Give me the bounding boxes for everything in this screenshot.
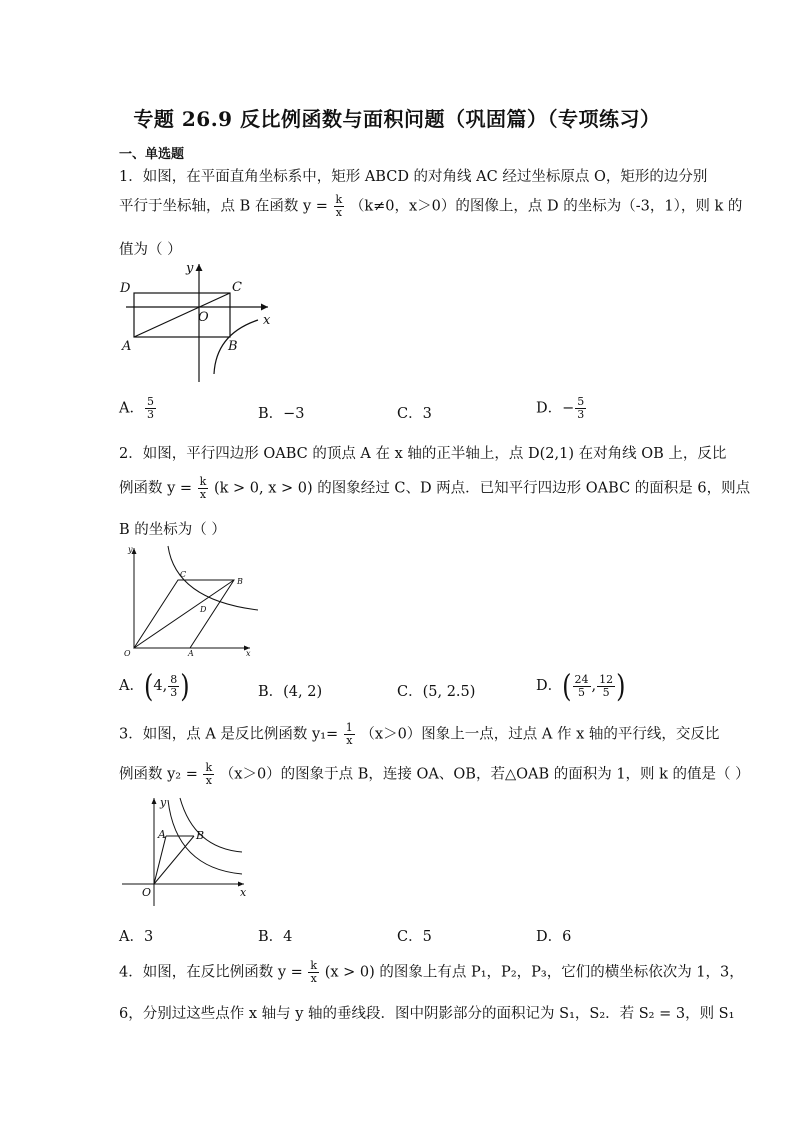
q1-line-1: 1．如图，在平面直角坐标系中，矩形 ABCD 的对角线 AC 经过坐标原点 O，矩形的边分别 — [119, 169, 708, 185]
label-o: O — [198, 310, 209, 325]
fraction-k-over-x: $\frac{k}{x}$ — [310, 959, 318, 985]
label-d: D — [120, 281, 131, 296]
q4-line-1-start: 4．如图，在反比例函数 y = — [119, 964, 303, 981]
q3-figure — [118, 790, 258, 910]
q4-line-1 — [119, 960, 744, 985]
label-d: D — [200, 605, 207, 614]
q1-line-3: 值为（ ） — [119, 242, 182, 258]
fraction-k-over-x: $\frac{k}{x}$ — [205, 761, 213, 787]
q1-option-b[interactable]: B．−3 — [258, 406, 305, 422]
q1-line-2-end: （k≠0，x＞0）的图像上，点 D 的坐标为（-3，1），则 k 的 — [349, 198, 743, 215]
hyperbola-y1 — [168, 800, 242, 874]
q1-option-c[interactable]: C．3 — [397, 406, 432, 422]
q1-line-2-start: 平行于坐标轴，点 B 在函数 y = — [119, 198, 328, 215]
fraction-k-over-x: $\frac{k}{x}$ — [335, 193, 343, 219]
label-y: y — [128, 545, 133, 554]
q3-line-2-start: 例函数 y₂ = — [119, 766, 198, 783]
label-y: y — [160, 796, 167, 809]
q1-figure — [118, 258, 278, 388]
q3-line-1 — [119, 722, 719, 747]
q2-option-d[interactable]: D．( $\frac{24}{5}$ , $\frac{12}{5}$ ) — [536, 667, 626, 705]
q3-option-b[interactable]: B．4 — [258, 929, 293, 945]
label-a: A — [188, 649, 194, 658]
label-y: y — [186, 261, 194, 276]
label-o: O — [142, 886, 152, 899]
q1-option-d[interactable]: D．− $\frac{5}{3}$ — [536, 395, 585, 421]
label-c: C — [232, 280, 242, 295]
q4-line-2: 6，分别过这些点作 x 轴与 y 轴的垂线段．图中阴影部分的面积记为 S₁，S₂．若 S₂ = 3，则 S₁ — [119, 1006, 735, 1022]
label-o: O — [124, 649, 131, 658]
q2-line-2 — [119, 476, 750, 501]
q3-line-2-end: （x＞0）的图象于点 B，连接 OA、OB，若△OAB 的面积为 1，则 k 的值是（ ） — [219, 766, 750, 783]
q1-line-2 — [119, 194, 742, 219]
label-b: B — [196, 829, 205, 842]
diagonal-ac — [134, 293, 230, 337]
q3-option-a[interactable]: A．3 — [119, 929, 154, 945]
label-x: x — [246, 649, 251, 658]
q1-option-a[interactable]: A． $\frac{5}{3}$ — [119, 395, 154, 421]
fraction-1-over-x: $\frac{1}{x}$ — [345, 721, 353, 747]
q3-line-2 — [119, 762, 750, 787]
q2-figure — [118, 542, 258, 662]
label-c: C — [180, 570, 187, 579]
hyperbola-y2 — [180, 798, 242, 852]
q3-line-1-end: （x＞0）图象上一点，过点 A 作 x 轴的平行线，交反比 — [360, 726, 720, 743]
label-a: A — [158, 828, 166, 841]
q2-option-b[interactable]: B．(4, 2) — [258, 684, 323, 700]
section-heading: 一、单选题 — [119, 147, 185, 162]
diagonal-ob — [134, 580, 234, 648]
q2-line-3: B 的坐标为（ ） — [119, 522, 226, 538]
q2-line-2-start: 例函数 y = — [119, 480, 193, 497]
page-title: 专题 26.9 反比例函数与面积问题（巩固篇）（专项练习） — [133, 107, 661, 131]
label-b: B — [237, 577, 243, 586]
label-x: x — [263, 313, 271, 328]
q3-line-1-start: 3．如图，点 A 是反比例函数 y₁= — [119, 726, 339, 743]
y-axis-arrow — [196, 264, 203, 271]
q3-option-d[interactable]: D．6 — [536, 929, 572, 945]
q2-option-c[interactable]: C．(5, 2.5) — [397, 684, 476, 700]
q2-option-a[interactable]: A．(4, $\frac{8}{3}$ ) — [119, 667, 190, 705]
q2-line-1: 2．如图，平行四边形 OABC 的顶点 A 在 x 轴的正半轴上，点 D(2,1) 在对角线 OB 上，反比 — [119, 446, 727, 462]
label-b: B — [228, 339, 238, 354]
q3-option-c[interactable]: C．5 — [397, 929, 432, 945]
q4-line-1-end: (x > 0) 的图象上有点 P₁，P₂，P₃，它们的横坐标依次为 1，3， — [324, 964, 744, 981]
x-axis-arrow — [261, 304, 268, 311]
q2-line-2-end: (k > 0, x > 0) 的图象经过 C、D 两点．已知平行四边形 OABC 的面积是 6，则点 — [213, 480, 751, 497]
label-a: A — [122, 339, 132, 354]
label-x: x — [240, 886, 247, 899]
fraction-k-over-x: $\frac{k}{x}$ — [199, 475, 207, 501]
